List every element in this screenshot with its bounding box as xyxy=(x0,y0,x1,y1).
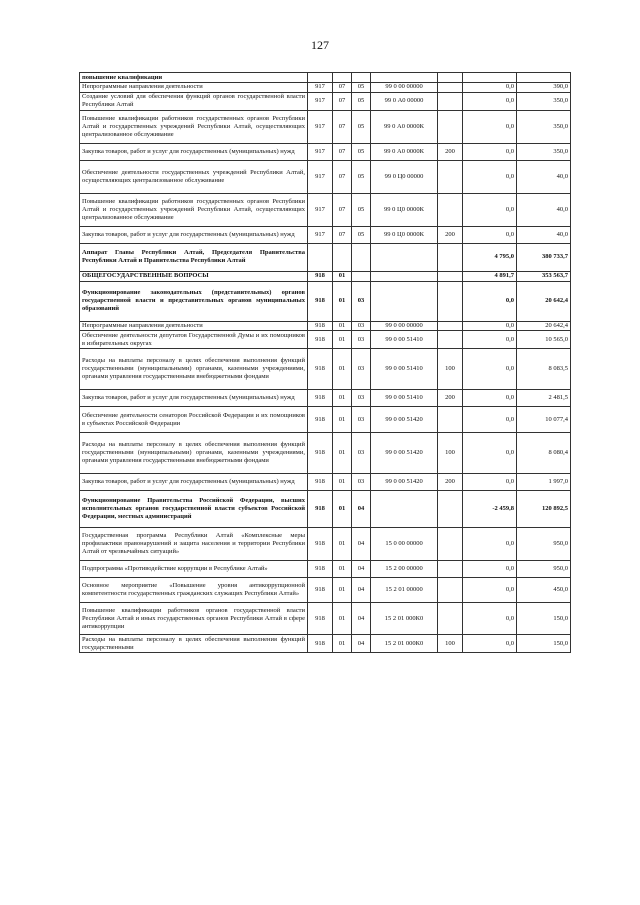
gr-code-cell: 917 xyxy=(308,160,333,193)
section-code-cell: 01 xyxy=(333,635,352,653)
name-cell: Расходы на выплаты персоналу в целях обеспечения выполнения функций государственными xyxy=(80,635,308,653)
name-cell: Государственная программа Республики Алтай «Комплексные меры профилактики правонарушений и защита населения и территории Республики Алтай от чрезвычайных ситуаций» xyxy=(80,528,308,561)
subsection-code-cell: 03 xyxy=(352,331,371,349)
amount-total-cell: 150,0 xyxy=(517,603,571,635)
expense-type-cell xyxy=(438,271,463,281)
amount-total-cell: 350,0 xyxy=(517,143,571,160)
target-article-cell: 99 0 А0 0000К xyxy=(371,110,438,143)
expense-type-cell: 200 xyxy=(438,226,463,243)
table-row xyxy=(80,635,571,653)
expense-type-cell xyxy=(438,321,463,331)
section-code-cell: 07 xyxy=(333,143,352,160)
target-article-cell: 99 0 00 51420 xyxy=(371,433,438,474)
section-code-cell: 07 xyxy=(333,160,352,193)
section-code-cell: 01 xyxy=(333,281,352,321)
table-row xyxy=(80,433,571,474)
expense-type-cell: 200 xyxy=(438,143,463,160)
amount-change-cell: 0,0 xyxy=(463,92,517,110)
subsection-code-cell: 04 xyxy=(352,578,371,603)
gr-code-cell: 918 xyxy=(308,331,333,349)
name-cell: Повышение квалификации работников государственных органов Республики Алтай и государственных учреждений Республики Алтай, осуществляющих централизованное обслуживание xyxy=(80,110,308,143)
name-cell: Функционирование Правительства Российской Федерации, высших исполнительных органов государственной власти субъектов Российской Федерации, местных администраций xyxy=(80,491,308,528)
target-article-cell: 99 0 00 51410 xyxy=(371,349,438,390)
table-row xyxy=(80,73,571,83)
target-article-cell xyxy=(371,281,438,321)
amount-total-cell: 20 642,4 xyxy=(517,321,571,331)
expense-type-cell xyxy=(438,561,463,578)
subsection-code-cell: 05 xyxy=(352,92,371,110)
section-code-cell: 01 xyxy=(333,349,352,390)
name-cell: Расходы на выплаты персоналу в целях обеспечения выполнения функций государственными (муниципальными) органами, казенными учреждениями, органами управления государственными внебюджетными фондами xyxy=(80,349,308,390)
subsection-code-cell: 03 xyxy=(352,390,371,407)
table-row xyxy=(80,271,571,281)
amount-change-cell: 0,0 xyxy=(463,321,517,331)
table-row xyxy=(80,110,571,143)
gr-code-cell: 918 xyxy=(308,528,333,561)
subsection-code-cell: 05 xyxy=(352,110,371,143)
amount-total-cell xyxy=(517,73,571,83)
amount-change-cell xyxy=(463,73,517,83)
table-row xyxy=(80,390,571,407)
budget-table xyxy=(79,72,571,653)
expense-type-cell xyxy=(438,160,463,193)
amount-total-cell: 40,0 xyxy=(517,226,571,243)
subsection-code-cell: 05 xyxy=(352,193,371,226)
expense-type-cell xyxy=(438,110,463,143)
target-article-cell: 99 0 А0 00000 xyxy=(371,92,438,110)
expense-type-cell xyxy=(438,491,463,528)
expense-type-cell xyxy=(438,281,463,321)
amount-change-cell: 0,0 xyxy=(463,82,517,92)
table-row xyxy=(80,578,571,603)
target-article-cell: 99 0 00 00000 xyxy=(371,82,438,92)
name-cell: Закупка товаров, работ и услуг для государственных (муниципальных) нужд xyxy=(80,390,308,407)
amount-change-cell: 0,0 xyxy=(463,433,517,474)
table-body xyxy=(80,73,571,653)
amount-total-cell: 120 892,5 xyxy=(517,491,571,528)
gr-code-cell: 918 xyxy=(308,578,333,603)
amount-change-cell: 0,0 xyxy=(463,528,517,561)
name-cell: Закупка товаров, работ и услуг для государственных (муниципальных) нужд xyxy=(80,143,308,160)
amount-change-cell: 0,0 xyxy=(463,331,517,349)
expense-type-cell xyxy=(438,92,463,110)
subsection-code-cell: 04 xyxy=(352,603,371,635)
gr-code-cell: 917 xyxy=(308,82,333,92)
amount-change-cell: 0,0 xyxy=(463,635,517,653)
expense-type-cell: 200 xyxy=(438,474,463,491)
section-code-cell: 01 xyxy=(333,474,352,491)
subsection-code-cell: 04 xyxy=(352,491,371,528)
subsection-code-cell: 05 xyxy=(352,226,371,243)
amount-change-cell: 0,0 xyxy=(463,143,517,160)
section-code-cell: 07 xyxy=(333,193,352,226)
expense-type-cell xyxy=(438,193,463,226)
section-code-cell: 07 xyxy=(333,92,352,110)
table-row xyxy=(80,143,571,160)
amount-change-cell: 0,0 xyxy=(463,226,517,243)
name-cell: Обеспечение деятельности депутатов Государственной Думы и их помощников в избирательных округах xyxy=(80,331,308,349)
subsection-code-cell xyxy=(352,73,371,83)
amount-change-cell: -2 459,8 xyxy=(463,491,517,528)
target-article-cell: 15 2 01 000К0 xyxy=(371,603,438,635)
gr-code-cell: 917 xyxy=(308,110,333,143)
amount-total-cell: 350,0 xyxy=(517,92,571,110)
name-cell: повышение квалификации xyxy=(80,73,308,83)
gr-code-cell: 918 xyxy=(308,474,333,491)
amount-change-cell: 0,0 xyxy=(463,561,517,578)
amount-total-cell: 2 481,5 xyxy=(517,390,571,407)
section-code-cell: 01 xyxy=(333,603,352,635)
table-row xyxy=(80,321,571,331)
table-row xyxy=(80,281,571,321)
amount-total-cell: 390,0 xyxy=(517,82,571,92)
gr-code-cell: 918 xyxy=(308,321,333,331)
target-article-cell: 15 2 01 000К0 xyxy=(371,635,438,653)
name-cell: ОБЩЕГОСУДАРСТВЕННЫЕ ВОПРОСЫ xyxy=(80,271,308,281)
name-cell: Аппарат Главы Республики Алтай, Председателя Правительства Республики Алтай и Правительства Республики Алтай xyxy=(80,243,308,271)
expense-type-cell: 100 xyxy=(438,635,463,653)
gr-code-cell: 918 xyxy=(308,561,333,578)
subsection-code-cell: 03 xyxy=(352,407,371,433)
expense-type-cell xyxy=(438,528,463,561)
name-cell: Обеспечение деятельности сенаторов Российской Федерации и их помощников в субъектах Российской Федерации xyxy=(80,407,308,433)
gr-code-cell: 918 xyxy=(308,491,333,528)
target-article-cell: 99 0 А0 0000К xyxy=(371,143,438,160)
amount-total-cell: 950,0 xyxy=(517,528,571,561)
section-code-cell: 01 xyxy=(333,321,352,331)
table-row xyxy=(80,226,571,243)
section-code-cell: 07 xyxy=(333,226,352,243)
name-cell: Непрограммные направления деятельности xyxy=(80,82,308,92)
expense-type-cell xyxy=(438,407,463,433)
section-code-cell: 01 xyxy=(333,407,352,433)
amount-change-cell: 0,0 xyxy=(463,110,517,143)
section-code-cell: 01 xyxy=(333,390,352,407)
amount-change-cell: 0,0 xyxy=(463,603,517,635)
subsection-code-cell xyxy=(352,271,371,281)
table-row xyxy=(80,92,571,110)
subsection-code-cell: 03 xyxy=(352,321,371,331)
table-row xyxy=(80,407,571,433)
table-row xyxy=(80,82,571,92)
amount-total-cell: 8 083,5 xyxy=(517,349,571,390)
name-cell: Подпрограмма «Противодействие коррупции в Республике Алтай» xyxy=(80,561,308,578)
expense-type-cell xyxy=(438,243,463,271)
section-code-cell: 01 xyxy=(333,491,352,528)
amount-change-cell: 0,0 xyxy=(463,578,517,603)
amount-total-cell: 380 733,7 xyxy=(517,243,571,271)
gr-code-cell: 917 xyxy=(308,193,333,226)
amount-change-cell: 0,0 xyxy=(463,160,517,193)
target-article-cell: 99 0 Ц0 0000К xyxy=(371,193,438,226)
table-row xyxy=(80,243,571,271)
amount-change-cell: 0,0 xyxy=(463,193,517,226)
subsection-code-cell: 05 xyxy=(352,82,371,92)
amount-change-cell: 0,0 xyxy=(463,407,517,433)
gr-code-cell: 918 xyxy=(308,271,333,281)
section-code-cell: 01 xyxy=(333,271,352,281)
gr-code-cell: 918 xyxy=(308,349,333,390)
gr-code-cell: 918 xyxy=(308,433,333,474)
target-article-cell: 15 2 00 00000 xyxy=(371,561,438,578)
target-article-cell: 99 0 00 00000 xyxy=(371,321,438,331)
section-code-cell: 07 xyxy=(333,82,352,92)
gr-code-cell: 917 xyxy=(308,143,333,160)
table-row xyxy=(80,193,571,226)
amount-total-cell: 10 077,4 xyxy=(517,407,571,433)
amount-total-cell: 40,0 xyxy=(517,193,571,226)
table-row xyxy=(80,491,571,528)
amount-total-cell: 350,0 xyxy=(517,110,571,143)
subsection-code-cell xyxy=(352,243,371,271)
target-article-cell: 99 0 Ц0 00000 xyxy=(371,160,438,193)
amount-change-cell: 0,0 xyxy=(463,474,517,491)
amount-total-cell: 353 563,7 xyxy=(517,271,571,281)
subsection-code-cell: 05 xyxy=(352,160,371,193)
amount-change-cell: 0,0 xyxy=(463,390,517,407)
section-code-cell: 01 xyxy=(333,561,352,578)
target-article-cell: 15 0 00 00000 xyxy=(371,528,438,561)
amount-total-cell: 10 565,0 xyxy=(517,331,571,349)
expense-type-cell: 200 xyxy=(438,390,463,407)
table-row xyxy=(80,160,571,193)
subsection-code-cell: 03 xyxy=(352,349,371,390)
name-cell: Расходы на выплаты персоналу в целях обеспечения выполнения функций государственными (муниципальными) органами, казенными учреждениями, органами управления государственными внебюджетными фондами xyxy=(80,433,308,474)
section-code-cell: 01 xyxy=(333,433,352,474)
amount-total-cell: 150,0 xyxy=(517,635,571,653)
name-cell: Создание условий для обеспечения функций органов государственной власти Республики Алтай xyxy=(80,92,308,110)
section-code-cell xyxy=(333,243,352,271)
subsection-code-cell: 04 xyxy=(352,635,371,653)
amount-total-cell: 450,0 xyxy=(517,578,571,603)
subsection-code-cell: 04 xyxy=(352,528,371,561)
name-cell: Закупка товаров, работ и услуг для государственных (муниципальных) нужд xyxy=(80,474,308,491)
target-article-cell xyxy=(371,73,438,83)
expense-type-cell xyxy=(438,82,463,92)
expense-type-cell xyxy=(438,331,463,349)
expense-type-cell xyxy=(438,578,463,603)
gr-code-cell: 918 xyxy=(308,603,333,635)
gr-code-cell: 918 xyxy=(308,281,333,321)
section-code-cell: 01 xyxy=(333,528,352,561)
target-article-cell: 15 2 01 00000 xyxy=(371,578,438,603)
target-article-cell: 99 0 00 51410 xyxy=(371,390,438,407)
name-cell: Закупка товаров, работ и услуг для государственных (муниципальных) нужд xyxy=(80,226,308,243)
expense-type-cell xyxy=(438,603,463,635)
target-article-cell: 99 0 Ц0 0000К xyxy=(371,226,438,243)
table-row xyxy=(80,561,571,578)
name-cell: Функционирование законодательных (представительных) органов государственной власти и представительных органов муниципальных образований xyxy=(80,281,308,321)
gr-code-cell: 917 xyxy=(308,92,333,110)
subsection-code-cell: 03 xyxy=(352,474,371,491)
target-article-cell: 99 0 00 51420 xyxy=(371,407,438,433)
name-cell: Обеспечение деятельности государственных учреждений Республики Алтай, осуществляющих централизованное обслуживание xyxy=(80,160,308,193)
name-cell: Повышение квалификации работников органов государственной власти Республики Алтай и иных государственных органов Республики Алтай в сфере антикоррупции xyxy=(80,603,308,635)
expense-type-cell: 100 xyxy=(438,433,463,474)
subsection-code-cell: 05 xyxy=(352,143,371,160)
amount-total-cell: 20 642,4 xyxy=(517,281,571,321)
subsection-code-cell: 03 xyxy=(352,281,371,321)
amount-total-cell: 1 997,0 xyxy=(517,474,571,491)
gr-code-cell: 918 xyxy=(308,635,333,653)
amount-total-cell: 40,0 xyxy=(517,160,571,193)
gr-code-cell xyxy=(308,243,333,271)
table-row xyxy=(80,528,571,561)
section-code-cell: 01 xyxy=(333,331,352,349)
subsection-code-cell: 04 xyxy=(352,561,371,578)
section-code-cell xyxy=(333,73,352,83)
subsection-code-cell: 03 xyxy=(352,433,371,474)
target-article-cell: 99 0 00 51420 xyxy=(371,474,438,491)
amount-change-cell: 0,0 xyxy=(463,349,517,390)
name-cell: Непрограммные направления деятельности xyxy=(80,321,308,331)
amount-change-cell: 0,0 xyxy=(463,281,517,321)
name-cell: Повышение квалификации работников государственных органов Республики Алтай и государственных учреждений Республики Алтай, осуществляющих централизованное обслуживание xyxy=(80,193,308,226)
table-row xyxy=(80,349,571,390)
gr-code-cell xyxy=(308,73,333,83)
table-row xyxy=(80,474,571,491)
section-code-cell: 01 xyxy=(333,578,352,603)
target-article-cell xyxy=(371,271,438,281)
amount-total-cell: 950,0 xyxy=(517,561,571,578)
table-row xyxy=(80,603,571,635)
expense-type-cell: 100 xyxy=(438,349,463,390)
amount-change-cell: 4 795,0 xyxy=(463,243,517,271)
target-article-cell: 99 0 00 51410 xyxy=(371,331,438,349)
section-code-cell: 07 xyxy=(333,110,352,143)
expense-type-cell xyxy=(438,73,463,83)
table-row xyxy=(80,331,571,349)
name-cell: Основное мероприятие «Повышение уровня антикоррупционной компетентности государственных гражданских служащих Республики Алтай» xyxy=(80,578,308,603)
page-number: 127 xyxy=(311,38,329,52)
gr-code-cell: 918 xyxy=(308,390,333,407)
amount-change-cell: 4 891,7 xyxy=(463,271,517,281)
amount-total-cell: 8 080,4 xyxy=(517,433,571,474)
gr-code-cell: 917 xyxy=(308,226,333,243)
gr-code-cell: 918 xyxy=(308,407,333,433)
target-article-cell xyxy=(371,243,438,271)
target-article-cell xyxy=(371,491,438,528)
